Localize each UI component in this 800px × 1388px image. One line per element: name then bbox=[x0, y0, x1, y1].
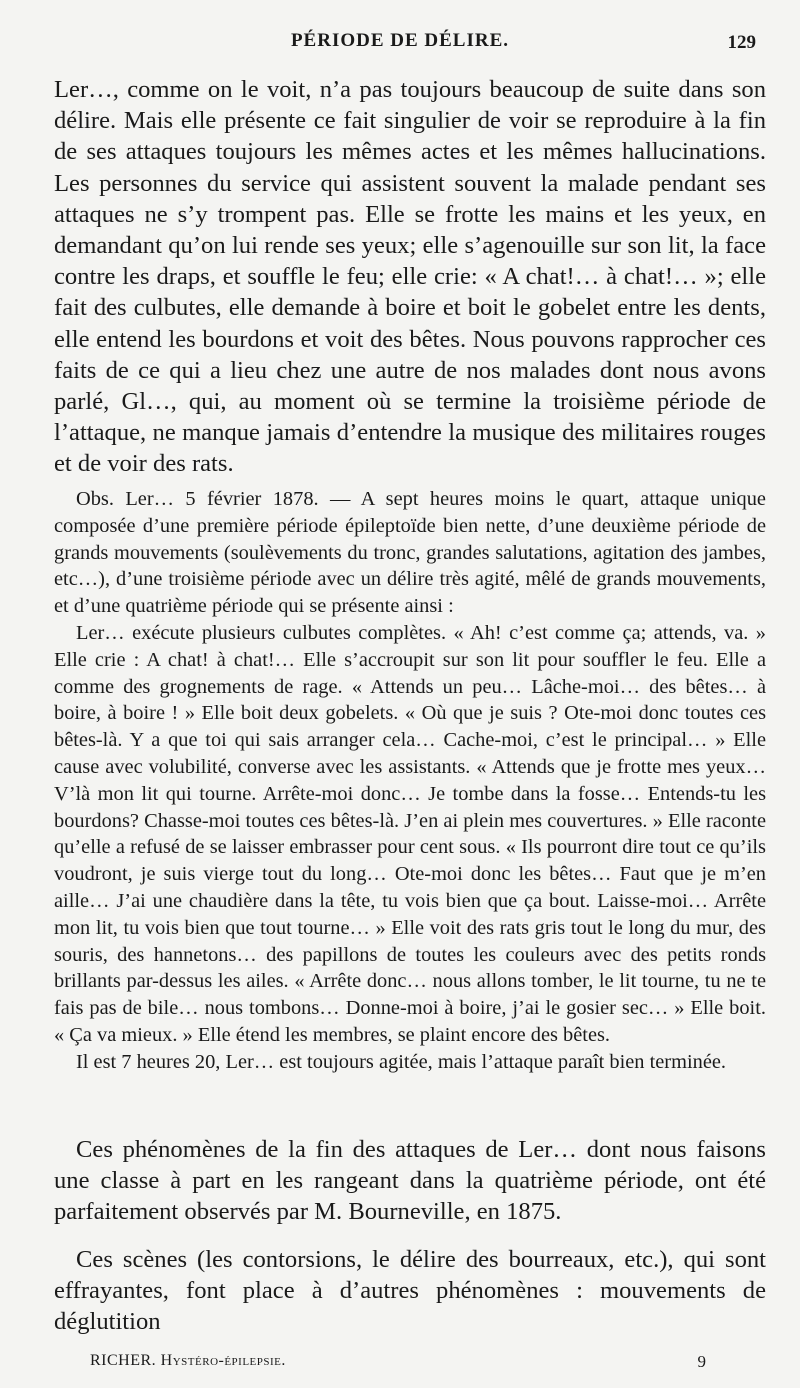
body-paragraph-1: Ler…, comme on le voit, n’a pas toujours beaucoup de suite dans son délire. Mais elle présente ce fait singulier de voir se reproduire à la fin de ses attaques toujours les mêmes actes et les mêmes hallucinations. Les personnes du service qui assistent souvent la malade pendant ses attaques ne s’y trompent pas. Elle se frotte les mains et les yeux, en demandant qu’on lui rende ses yeux; elle s’agenouille sur son lit, la face contre les draps, et souffle le feu; elle crie: « A chat!… à chat!… »; elle fait des culbutes, elle demande à boire et boit le gobelet entre les dents, elle entend les bourdons et voit des bêtes. Nous pouvons rapprocher ces faits de ce qui a lieu chez une autre de nos malades dont nous avons parlé, Gl…, qui, au moment où se termine la troisième période de l’attaque, ne manque jamais d’entendre la musique des militaires rouges et de voir des rats. bbox=[54, 76, 766, 478]
page-footer bbox=[0, 1352, 800, 1378]
footer-book-title: Hystéro-épilepsie. bbox=[160, 1352, 286, 1369]
body-paragraph-3: Ces scènes (les contorsions, le délire des bourreaux, etc.), qui sont effrayantes, font place à d’autres phénomènes : mouvements de déglutition bbox=[54, 1246, 766, 1336]
observation-conclusion: Il est 7 heures 20, Ler… est toujours agitée, mais l’attaque paraît bien terminée. bbox=[76, 1050, 727, 1073]
footer-signature-line bbox=[90, 1352, 286, 1370]
observation-intro: Obs. Ler… 5 février 1878. — A sept heures moins le quart, attaque unique composée d’une première période épileptoïde bien nette, d’une deuxième période de grands mouvements (soulèvements du tronc, grandes salutations, agitation des jambes, etc…), d’une troisième période avec un délire très agité, mêlé de grands mouvements, et d’une quatrième période qui se présente ainsi : bbox=[54, 488, 766, 618]
footer-gathering-mark: 9 bbox=[697, 1352, 706, 1371]
main-text-block-3 bbox=[54, 1244, 766, 1338]
body-paragraph-2: Ces phénomènes de la fin des attaques de Ler… dont nous faisons une classe à part en les rangeant dans la quatrième période, ont été parfaitement observés par M. Bourneville, en 1875. bbox=[54, 1136, 766, 1226]
footer-author: RICHER. bbox=[90, 1352, 157, 1369]
page-number: 129 bbox=[727, 32, 756, 53]
running-title: PÉRIODE DE DÉLIRE. bbox=[290, 30, 510, 51]
main-text-block-2 bbox=[54, 1134, 766, 1228]
main-text-block-1 bbox=[54, 74, 766, 480]
observation-description: Ler… exécute plusieurs culbutes complètes. « Ah! c’est comme ça; attends, va. » Elle crie : A chat! à chat!… Elle s’accroupit sur son lit pour souffler le feu. Elle a comme des grognements de rage. « Attends un peu… Lâche-moi… des bêtes… à boire, à boire ! » Elle boit deux gobelets. « Où que je suis ? Ote-moi donc toutes ces bêtes-là. Y a que toi qui sais arranger cela… Cache-moi, c’est le principal… » Elle cause avec volubilité, converse avec les assistants. « Attends que je frotte mes yeux… V’là mon lit qui tourne. Arrête-moi donc… Je tombe dans la fosse… Entends-tu les bourdons? Chasse-moi toutes ces bêtes-là. J’en ai plein mes couvertures. » Elle raconte qu’elle a refusé de se laisser embrasser pour cent sous. « Ils pourront dire tout ce qu’ils voudront, je suis vierge tout du long… Ote-moi donc les bêtes… Faut que je m’en aille… J’ai une chaudière dans la tête, tu vois bien que ça bout. Laisse-moi… Arrête mon lit, tu vois bien que tout tourne… » Elle voit des rats gris tout le long du mur, des souris, des hannetons… des papillons de toutes les couleurs avec des petits ronds brillants par-dessus les ailes. « Arrête donc… nous allons tomber, le lit tourne, tu ne te fais pas de bile… nous tombons… Donne-moi à boire, j’ai le gosier sec… » Elle boit. « Ça va mieux. » Elle étend les membres, se plaint encore des bêtes. bbox=[54, 621, 766, 1046]
observation-block bbox=[54, 486, 766, 1076]
page-header bbox=[0, 30, 800, 58]
